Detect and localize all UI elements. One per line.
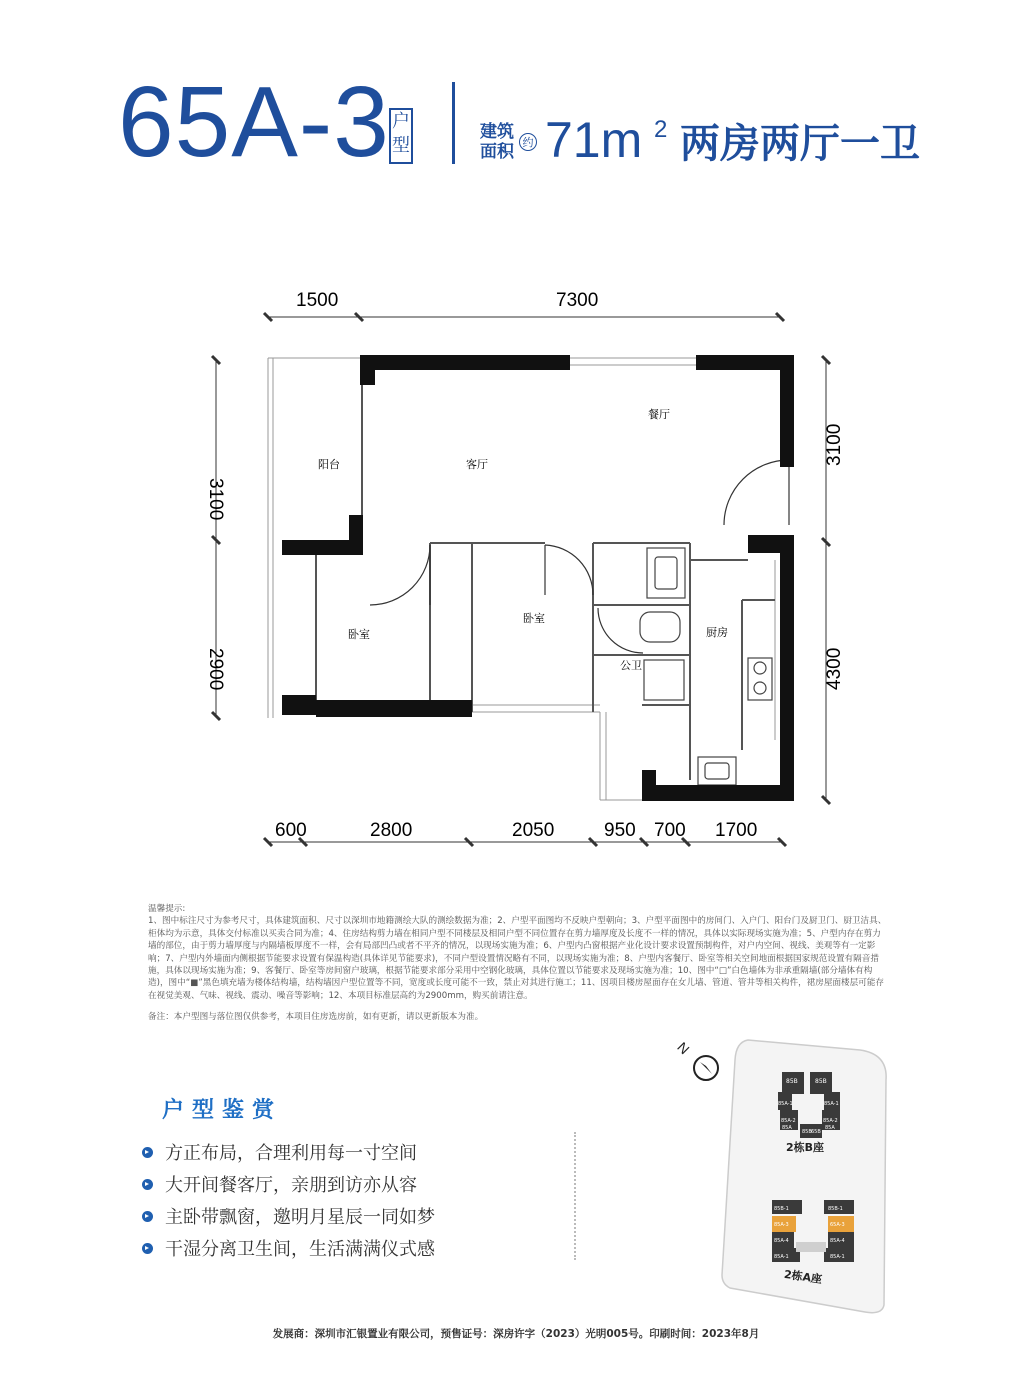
svg-text:65B: 65B — [811, 1129, 821, 1135]
highlights-list — [142, 1136, 435, 1264]
svg-text:N: N — [674, 1038, 693, 1058]
room-bedroom-2: 卧室 — [523, 612, 545, 625]
svg-text:65A-3: 65A-3 — [830, 1222, 845, 1228]
model-number: 65A-3 — [118, 66, 390, 178]
model-tag: 户型 — [389, 108, 413, 164]
room-bathroom: 公卫 — [620, 659, 642, 672]
dim-bottom-6: 1700 — [715, 820, 758, 841]
dim-right-2: 4300 — [824, 647, 845, 690]
highlight-item: 主卧带飘窗，邀明月星辰一同如梦 — [142, 1200, 435, 1232]
svg-text:85A-2: 85A-2 — [823, 1118, 838, 1124]
svg-text:85B-1: 85B-1 — [774, 1206, 789, 1212]
dim-bottom-4: 950 — [604, 820, 636, 841]
svg-text:85B-1: 85B-1 — [828, 1206, 843, 1212]
svg-text:85A-3: 85A-3 — [774, 1222, 789, 1228]
building-a-label: 2栋A座 — [783, 1267, 823, 1287]
dim-bottom-5: 700 — [654, 820, 686, 841]
svg-text:85A-1: 85A-1 — [774, 1254, 789, 1260]
site-plan — [660, 1020, 900, 1320]
svg-text:85A-4: 85A-4 — [830, 1238, 845, 1244]
area-value: 71m — [545, 112, 643, 168]
remark: 备注：本户型图与落位图仅供参考，本项目住房选房前，如有更新，请以更新版本为准。 — [148, 1012, 484, 1022]
dim-top-2: 7300 — [556, 290, 599, 311]
room-kitchen: 厨房 — [706, 626, 728, 639]
svg-text:85A: 85A — [825, 1125, 835, 1131]
area-label-line1: 建筑 — [480, 122, 514, 142]
room-bedroom-1: 卧室 — [348, 628, 370, 641]
notes-body: 1、图中标注尺寸为参考尺寸，具体建筑面积、尺寸以深圳市地籍测绘大队的测绘数据为准；2、户型平面图均不反映户型朝向；3、户型平面图中的房间门、入户门、阳台门及厨卫门、厨卫洁具、柜体均为示意，具体交付标准以买卖合同为准；4、住房结构剪力墙在相同户型不同楼层及相同户型不同位置存在剪力墙厚度及长度不一样的情况，具体以实际现场实施为准；5、户型内存在剪力墙的部位，由于剪力墙厚度与内隔墙板厚度不一样，会有局部凹凸或者不平齐的情况，以现场实施为准；6、户型内凸窗根据产业化设计要求设置预制构件，对户内空间、视线、美观等有一定影响；7、户型内外墙面内侧根据节能要求设置有保温构造(具体详见节能要求)，不同户型设置情况略有不同，以现场实施为准；8、户型内客餐厅、卧室等相关空间地面根据国家规范设置有隔音措施，具体以现场实施为准；9、客餐厅、卧室等房间窗户玻璃，根据节能要求部分采用中空钢化玻璃，具体位置以节能要求及现场实施为准；10、图中“□”白色墙体为非承重隔墙(部分墙体有构造)，图中“■”黑色填充墙为楼体结构墙，结构墙因户型位置等不同，宽度或长度可能不一致，禁止对其进行施工；11、因项目楼房屋面存在女儿墙、管道、管井等相关构件，裙房屋面楼层可能存在视觉美观、气味、视线、震动、噪音等影响；12、本项目标准层高约为2900mm，购买前请注意。 — [148, 916, 887, 1001]
building-b-label: 2栋B座 — [786, 1141, 825, 1154]
area-unit-superscript: 2 — [654, 116, 668, 143]
highlight-item: 方正布局，合理利用每一寸空间 — [142, 1136, 435, 1168]
svg-text:85B: 85B — [802, 1129, 812, 1135]
play-bullet-icon — [142, 1147, 153, 1158]
notes-title: 温馨提示: — [148, 904, 186, 914]
dim-left-1: 3100 — [205, 478, 226, 521]
layout-name: 两房两厅一卫 — [680, 121, 920, 167]
svg-text:85A-4: 85A-4 — [774, 1238, 789, 1244]
area-label-line2: 面积 — [480, 142, 514, 162]
svg-text:85A-1: 85A-1 — [778, 1101, 793, 1107]
play-bullet-icon — [142, 1211, 153, 1222]
notes — [148, 903, 888, 1002]
dim-bottom-1: 600 — [275, 820, 307, 841]
room-living: 客厅 — [466, 458, 488, 471]
room-balcony: 阳台 — [318, 458, 340, 471]
play-bullet-icon — [142, 1243, 153, 1254]
svg-text:85A-1: 85A-1 — [824, 1101, 839, 1107]
dim-left-2: 2900 — [205, 648, 226, 691]
compass-icon — [674, 1039, 718, 1080]
approx-badge: 约 — [519, 133, 537, 151]
footer: 发展商：深圳市汇银置业有限公司，预售证号：深房许字（2023）光明005号。印刷时间：2023年8月 — [272, 1328, 760, 1340]
dim-right-1: 3100 — [824, 423, 845, 466]
highlight-item: 干湿分离卫生间，生活满满仪式感 — [142, 1232, 435, 1264]
svg-text:85A-1: 85A-1 — [830, 1254, 845, 1260]
dim-bottom-3: 2050 — [512, 820, 555, 841]
highlights-title: 户型鉴赏 — [162, 1098, 283, 1123]
room-dining: 餐厅 — [648, 408, 670, 421]
dim-top-1: 1500 — [296, 290, 339, 311]
svg-text:85A-2: 85A-2 — [781, 1118, 796, 1124]
svg-text:85A: 85A — [782, 1125, 792, 1131]
dim-bottom-2: 2800 — [370, 820, 413, 841]
play-bullet-icon — [142, 1179, 153, 1190]
svg-text:85B: 85B — [815, 1078, 827, 1085]
svg-text:85B: 85B — [786, 1078, 798, 1085]
highlight-item: 大开间餐客厅，亲朋到访亦从容 — [142, 1168, 435, 1200]
dotted-divider — [574, 1132, 576, 1260]
